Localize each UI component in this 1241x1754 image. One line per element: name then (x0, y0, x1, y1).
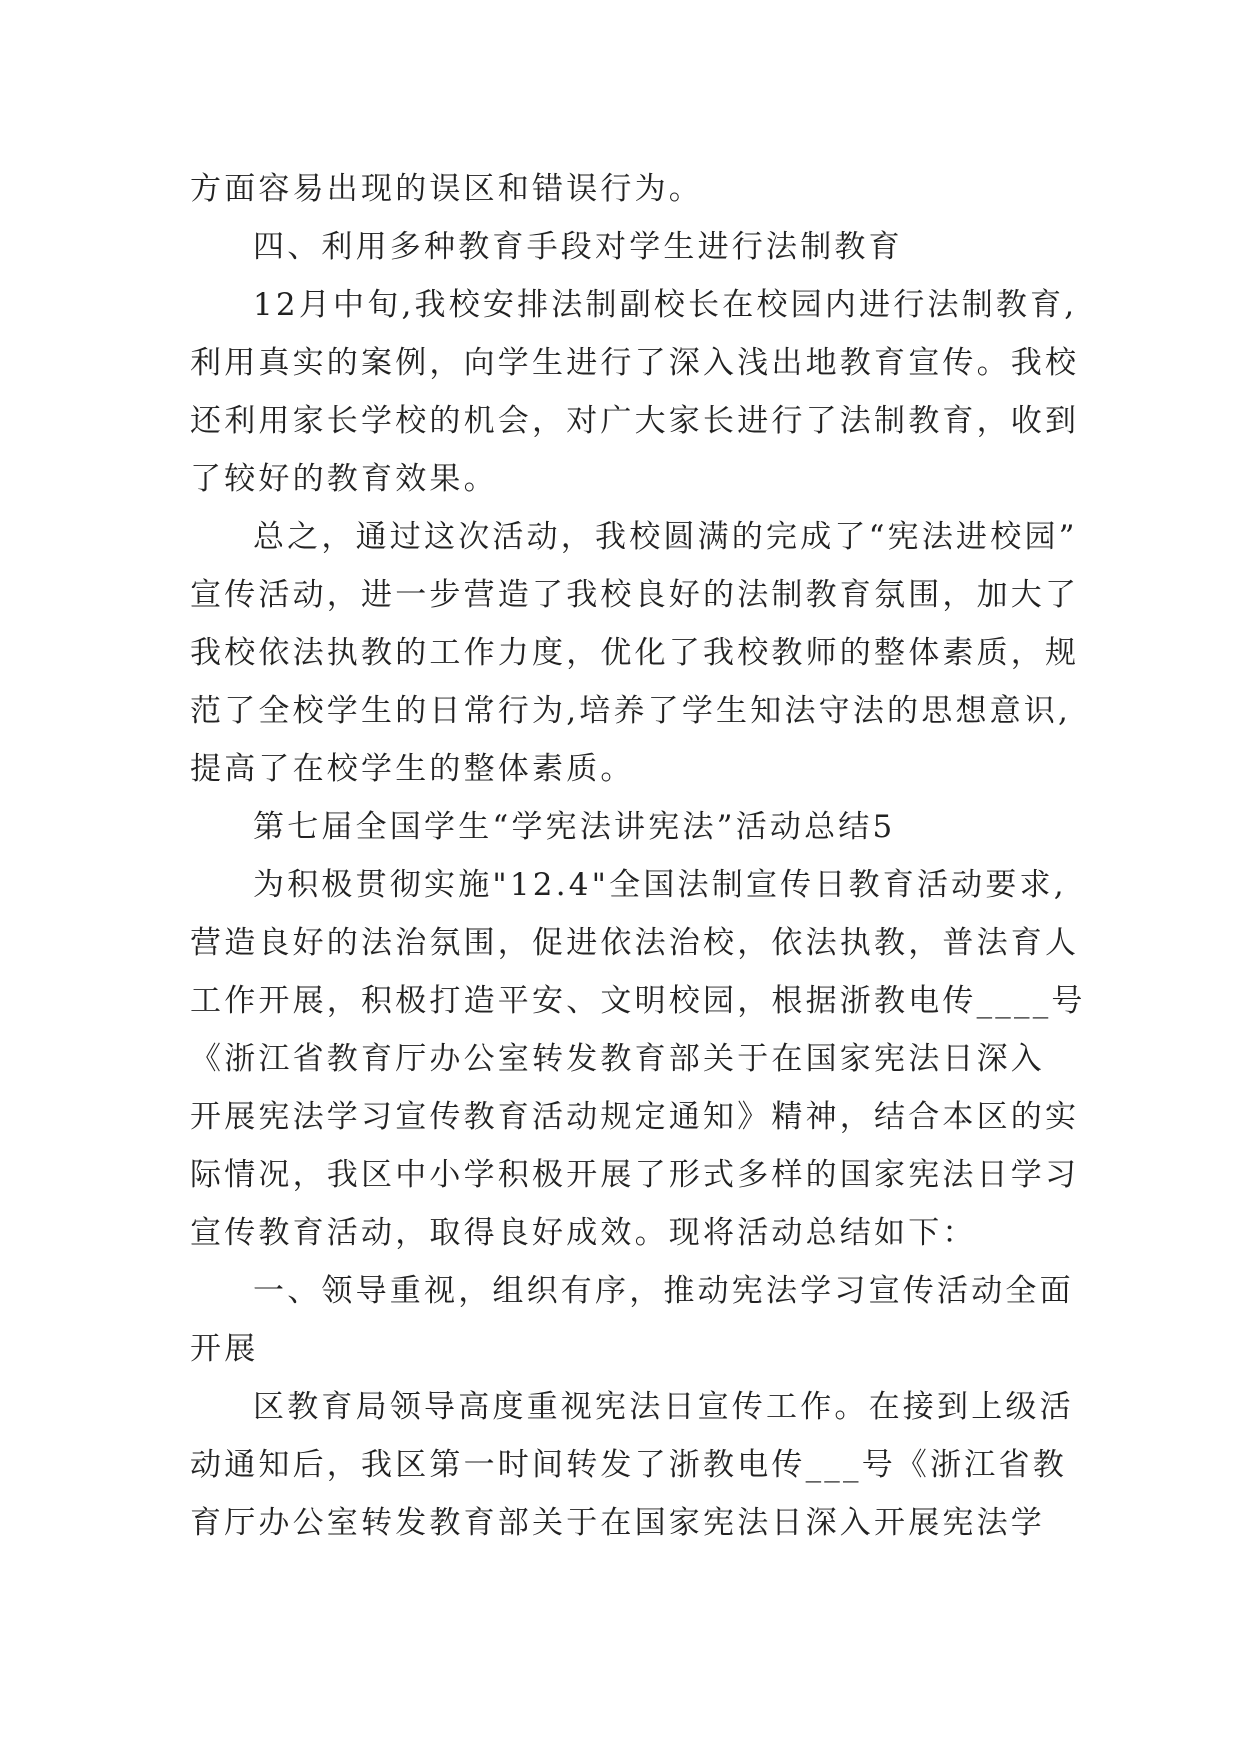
text-line: 工作开展，积极打造平安、文明校园，根据浙教电传____号 (190, 983, 1086, 1019)
section-heading-continued: 开展 (190, 1331, 259, 1367)
section-heading: 一、领导重视，组织有序，推动宪法学习宣传活动全面 (253, 1273, 1074, 1309)
text-line: 我校依法执教的工作力度，优化了我校教师的整体素质，规 (190, 635, 1080, 671)
text-line: 还利用家长学校的机会，对广大家长进行了法制教育，收到 (190, 403, 1080, 439)
section-heading: 四、利用多种教育手段对学生进行法制教育 (253, 229, 903, 265)
text-line: 12月中旬,我校安排法制副校长在校园内进行法制教育, (253, 287, 1078, 323)
text-line: 了较好的教育效果。 (190, 461, 498, 497)
text-line: 营造良好的法治氛围，促进依法治校，依法执教，普法育人 (190, 925, 1080, 961)
text-line: 育厅办公室转发教育部关于在国家宪法日深入开展宪法学 (190, 1505, 1045, 1541)
text-line: 提高了在校学生的整体素质。 (190, 751, 635, 787)
text-line: 方面容易出现的误区和错误行为。 (190, 171, 703, 207)
text-line: 《浙江省教育厅办公室转发教育部关于在国家宪法日深入 (190, 1041, 1045, 1077)
text-line: 开展宪法学习宣传教育活动规定通知》精神，结合本区的实 (190, 1099, 1080, 1135)
text-line: 为积极贯彻实施"12.4"全国法制宣传日教育活动要求, (253, 867, 1067, 903)
text-line: 动通知后，我区第一时间转发了浙教电传___号《浙江省教 (190, 1447, 1067, 1483)
text-line: 总之，通过这次活动，我校圆满的完成了“宪法进校园” (253, 519, 1078, 555)
text-line: 区教育局领导高度重视宪法日宣传工作。在接到上级活 (253, 1389, 1074, 1425)
text-line: 范了全校学生的日常行为,培养了学生知法守法的思想意识, (190, 693, 1072, 729)
text-line: 宣传教育活动，取得良好成效。现将活动总结如下： (190, 1215, 977, 1251)
text-line: 际情况，我区中小学积极开展了形式多样的国家宪法日学习 (190, 1157, 1080, 1193)
text-line: 宣传活动，进一步营造了我校良好的法制教育氛围，加大了 (190, 577, 1080, 613)
text-line: 利用真实的案例，向学生进行了深入浅出地教育宣传。我校 (190, 345, 1080, 381)
document-title: 第七届全国学生“学宪法讲宪法”活动总结5 (253, 809, 896, 845)
